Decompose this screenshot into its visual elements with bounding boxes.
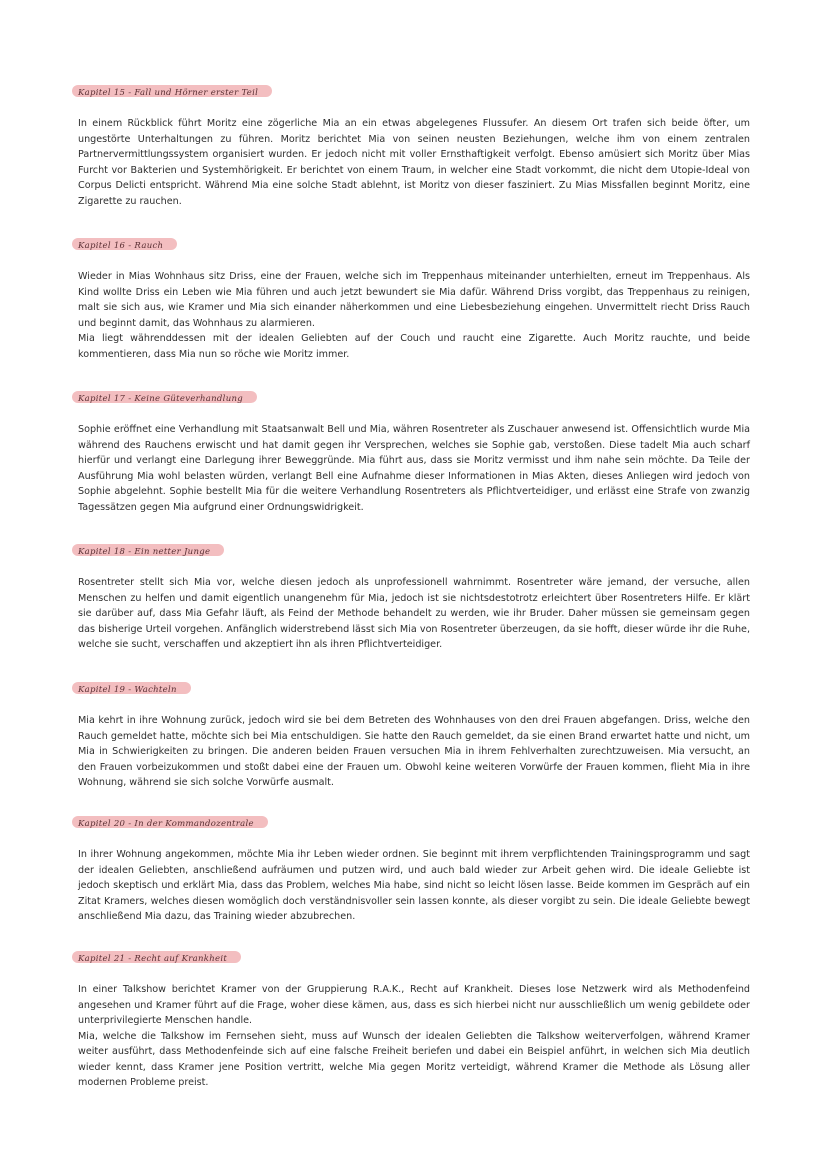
chapter-21-section	[78, 946, 750, 1091]
chapter-15-heading: Kapitel 15 - Fall und Hörner erster Teil	[78, 88, 259, 98]
paragraph: Mia kehrt in ihre Wohnung zurück, jedoch wird sie bei dem Betreten des Wohnhauses von den drei Frauen abgefangen. Driss, welche den Rauch gemeldet hatte, möchte sich bei Mia entschuldigen. Sie hatte den Rauch gemeldet, da sie einen Brand erwartet hatte und nicht, um Mia in Schwierigkeiten zu bringen. Die anderen beiden Frauen versuchen Mia in ihrem Fehlverhalten zurechtzuweisen. Mia versucht, an den Frauen vorbeizukommen und stoßt dabei eine der Frauen um. Obwohl keine weiteren Vorwürfe der Frauen kommen, flieht Mia in ihre Wohnung, während sie sich solche Vorwürfe ausmalt.	[78, 715, 750, 788]
paragraph: Wieder in Mias Wohnhaus sitz Driss, eine der Frauen, welche sich im Treppenhaus miteinander unterhielten, erneut im Treppenhaus. Als Kind wollte Driss ein Leben wie Mia führen und auch jetzt bewundert sie Mia dafür. Während Driss vorgibt, das Treppenhaus zu reinigen, malt sie sich aus, wie Kramer und Mia sich einander näherkommen und eine Liebesbeziehung eingehen. Unvermittelt riecht Driss Rauch und beginnt damit, das Wohnhaus zu alarmieren.	[78, 271, 750, 329]
paragraph: Mia, welche die Talkshow im Fernsehen sieht, muss auf Wunsch der idealen Geliebten die Talkshow weiterverfolgen, während Kramer weiter ausführt, dass Methodenfeinde sich auf eine falsche Freiheit beriefen und dabei ein Beispiel anführt, in welchen sich Mia deutlich wieder kennt, dass Kramer jene Position vertritt, welche Mia gegen Moritz verteidigt, während Kramer die Methode als Lösung aller modernen Probleme preist.	[78, 1030, 750, 1088]
chapter-body	[78, 116, 750, 209]
chapter-16-heading: Kapitel 16 - Rauch	[78, 241, 164, 251]
paragraph: In einem Rückblick führt Moritz eine zögerliche Mia an ein etwas abgelegenes Flussufer. An diesem Ort trafen sich beide öfter, um ungestörte Unterhaltungen zu führen. Moritz berichtet Mia von seinen neusten Beziehungen, welche ihm von einem zentralen Partnervermittlungssystem organisiert wurden. Er jedoch nicht mit voller Ernsthaftigkeit verfolgt. Ebenso amüsiert sich Moritz über Mias Furcht vor Bakterien und Systemhörigkeit. Er berichtet von einem Traum, in welcher eine Stadt vorkommt, die nicht dem Utopie-Ideal von Corpus Delicti entspricht. Während Mia eine solche Stadt ablehnt, ist Moritz von dieser fasziniert. Zu Mias Missfallen beginnt Moritz, eine Zigarette zu rauchen.	[78, 118, 750, 207]
chapter-body	[78, 575, 750, 653]
chapter-heading	[72, 539, 218, 559]
chapter-18-heading: Kapitel 18 - Ein netter Junge	[78, 547, 211, 557]
paragraph: Rosentreter stellt sich Mia vor, welche diesen jedoch als unprofessionell wahrnimmt. Rosentreter wäre jemand, der versuche, allen Menschen zu helfen und damit eigentlich unangenehm für Mia, jedoch ist sie nichtsdestotrotz erleichtert über Rosentreters Hilfe. Er klärt sie darüber auf, dass Mia Gefahr läuft, als Feind der Methode behandelt zu werden, wie ihr Bruder. Daher müssen sie gemeinsam gegen das bisherige Urteil vorgehen. Anfänglich widerstrebend lässt sich Mia von Rosentreter überzeugen, da sie hofft, dieser würde ihr die Ruhe, welche sie sucht, verschaffen und akzeptiert ihn als ihren Pflichtverteidiger.	[78, 577, 750, 650]
chapter-body	[78, 269, 750, 362]
chapter-heading	[72, 386, 251, 406]
chapter-18-section	[78, 539, 750, 653]
chapter-20-section	[78, 811, 750, 925]
chapter-body	[78, 847, 750, 925]
chapter-19-heading: Kapitel 19 - Wachteln	[78, 685, 177, 695]
chapter-15-section	[78, 80, 750, 209]
chapter-17-heading: Kapitel 17 - Keine Güteverhandlung	[78, 394, 243, 404]
paragraph: Sophie eröffnet eine Verhandlung mit Staatsanwalt Bell und Mia, währen Rosentreter als Zuschauer anwesend ist. Offensichtlich wurde Mia während des Rauchens erwischt und hat damit gegen ihr Versprechen, welches sie Sophie gab, verstoßen. Diese tadelt Mia auch scharf hierfür und verlangt eine Darlegung ihrer Beweggründe. Mia führt aus, dass sie Moritz vermisst und ihm nahe sein möchte. Da Teile der Ausführung Mia wohl belasten würden, verlangt Bell eine Aufnahme dieser Informationen in Mias Akten, dieses Anliegen wird jedoch von Sophie abgelehnt. Sophie bestellt Mia für die weitere Verhandlung Rosentreters als Pflichtverteidiger, und erlässt eine Strafe von zwanzig Tagessätzen gegen Mia aufgrund einer Ordnungswidrigkeit.	[78, 424, 750, 513]
chapter-heading	[72, 677, 185, 697]
chapter-body	[78, 422, 750, 515]
chapter-body	[78, 982, 750, 1091]
chapter-16-section	[78, 233, 750, 362]
chapter-21-heading: Kapitel 21 - Recht auf Krankheit	[78, 954, 228, 964]
chapter-19-section	[78, 677, 750, 791]
chapter-20-heading: Kapitel 20 - In der Kommandozentrale	[78, 819, 254, 829]
chapter-heading	[72, 80, 266, 100]
chapter-body	[78, 713, 750, 791]
chapter-heading	[72, 811, 262, 831]
chapter-heading	[72, 233, 171, 253]
paragraph: In einer Talkshow berichtet Kramer von der Gruppierung R.A.K., Recht auf Krankheit. Dieses lose Netzwerk wird als Methodenfeind angesehen und Kramer führt auf die Frage, woher diese kämen, aus, dass es sich hierbei nicht nur ausschließlich um wenig gebildete oder unterprivilegierte Menschen handle.	[78, 984, 750, 1026]
paragraph: Mia liegt währenddessen mit der idealen Geliebten auf der Couch und raucht eine Zigarette. Auch Moritz rauchte, und beide kommentieren, dass Mia nun so röche wie Moritz immer.	[78, 333, 750, 360]
chapter-17-section	[78, 386, 750, 515]
chapter-heading	[72, 946, 235, 966]
paragraph: In ihrer Wohnung angekommen, möchte Mia ihr Leben wieder ordnen. Sie beginnt mit ihrem verpflichtenden Trainingsprogramm und sagt der idealen Geliebten, anschließend aufräumen und putzen wird, und auch bald wieder zur Arbeit gehen wird. Die ideale Geliebte ist jedoch skeptisch und erklärt Mia, dass das Problem, welches Mia habe, sind nicht so leicht lösen lasse. Beide kommen im Gespräch auf ein Zitat Kramers, welches diesen womöglich doch verständnisvoller sein lassen konnte, als dieser vorgibt zu sein. Die ideale Geliebte bewegt anschließend Mia dazu, das Training wieder abzubrechen.	[78, 849, 750, 922]
